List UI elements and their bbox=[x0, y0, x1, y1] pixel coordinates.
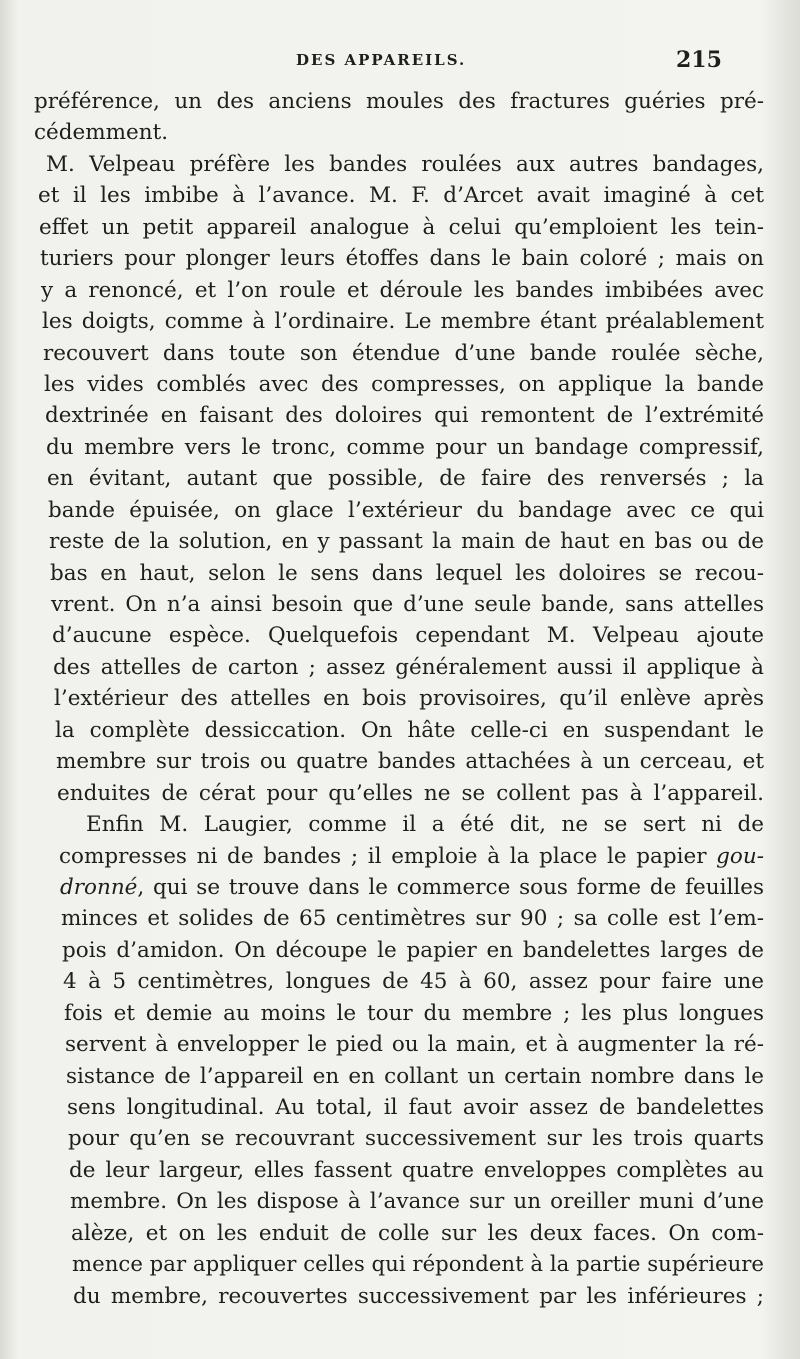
text-line: du membre vers le tronc, comme pour un bandage compressif, bbox=[46, 434, 764, 460]
text-line: y a renoncé, et l’on roule et déroule les bandes imbibées avec bbox=[41, 277, 764, 303]
text-line: 4 à 5 centimètres, longues de 45 à 60, assez pour faire une bbox=[63, 969, 764, 995]
text-line: préférence, un des anciens moules des fractures guéries pré- bbox=[34, 89, 764, 114]
body-text bbox=[34, 86, 764, 1312]
text-line: recouvert dans toute son étendue d’une bande roulée sèche, bbox=[43, 340, 764, 366]
text-line: compresses ni de bandes ; il emploie à la place le papier gou- bbox=[59, 843, 764, 869]
text-line: bande épuisée, on glace l’extérieur du bandage avec ce qui bbox=[48, 497, 764, 523]
text-line: pois d’amidon. On découpe le papier en bandelettes larges de bbox=[62, 937, 764, 963]
text-line: turiers pour plonger leurs étoffes dans le bain coloré ; mais on bbox=[40, 246, 764, 272]
text-line: sistance de l’appareil en en collant un certain nombre dans le bbox=[66, 1063, 764, 1089]
text-line: alèze, et on les enduit de colle sur les deux faces. On com- bbox=[71, 1220, 764, 1246]
text-line: d’aucune espèce. Quelquefois cependant M. Velpeau ajoute bbox=[52, 623, 764, 649]
text-line: vrent. On n’a ainsi besoin que d’une seule bande, sans attelles bbox=[51, 592, 764, 617]
text-line: servent à envelopper le pied ou la main, et à augmenter la ré- bbox=[65, 1032, 764, 1058]
text-line: effet un petit appareil analogue à celui qu’emploient les tein- bbox=[39, 214, 764, 240]
text-line: les vides comblés avec des compresses, on applique la bande bbox=[44, 371, 764, 397]
text-line: et il les imbibe à l’avance. M. F. d’Arcet avait imaginé à cet bbox=[38, 183, 764, 209]
text-line: fois et demie au moins le tour du membre ; les plus longues bbox=[64, 1000, 764, 1026]
page-number: 215 bbox=[676, 47, 722, 73]
text-line: bas en haut, selon le sens dans lequel les doloires se recou- bbox=[50, 560, 764, 586]
text-line: les doigts, comme à l’ordinaire. Le membre étant préalablement bbox=[42, 309, 764, 335]
text-line: dronné, qui se trouve dans le commerce sous forme de feuilles bbox=[60, 874, 764, 900]
text-line: de leur largeur, elles fassent quatre enveloppes complètes au bbox=[69, 1157, 764, 1183]
text-line: enduites de cérat pour qu’elles ne se collent pas à l’appareil. bbox=[57, 780, 764, 806]
text-line: M. Velpeau préfère les bandes roulées aux autres bandages, bbox=[46, 151, 764, 177]
text-line: reste de la solution, en y passant la main de haut en bas ou de bbox=[49, 529, 764, 555]
text-line: l’extérieur des attelles en bois provisoires, qu’il enlève après bbox=[54, 686, 764, 712]
text-line: du membre, recouvertes successivement par les inférieures ; bbox=[73, 1283, 764, 1309]
text-line: mence par appliquer celles qui répondent à la partie supérieure bbox=[72, 1252, 764, 1278]
text-line: minces et solides de 65 centimètres sur 90 ; sa colle est l’em- bbox=[61, 906, 764, 932]
text-line: cédemment. bbox=[34, 120, 169, 146]
page-header bbox=[0, 47, 800, 77]
text-line: membre sur trois ou quatre bandes attachées à un cerceau, et bbox=[56, 749, 764, 775]
running-title: DES APPAREILS. bbox=[296, 51, 467, 69]
text-line: membre. On les dispose à l’avance sur un oreiller muni d’une bbox=[70, 1189, 764, 1215]
text-line: des attelles de carton ; assez généralement aussi il applique à bbox=[53, 654, 764, 680]
text-line: Enfin M. Laugier, comme il a été dit, ne se sert ni de bbox=[86, 812, 764, 838]
text-line: sens longitudinal. Au total, il faut avoir assez de bandelettes bbox=[67, 1095, 764, 1120]
text-line: pour qu’en se recouvrant successivement sur les trois quarts bbox=[68, 1126, 764, 1152]
text-line: la complète dessiccation. On hâte celle-ci en suspendant le bbox=[55, 717, 764, 743]
text-line: dextrinée en faisant des doloires qui remontent de l’extrémité bbox=[45, 403, 764, 429]
text-line: en évitant, autant que possible, de faire des renversés ; la bbox=[47, 466, 764, 492]
